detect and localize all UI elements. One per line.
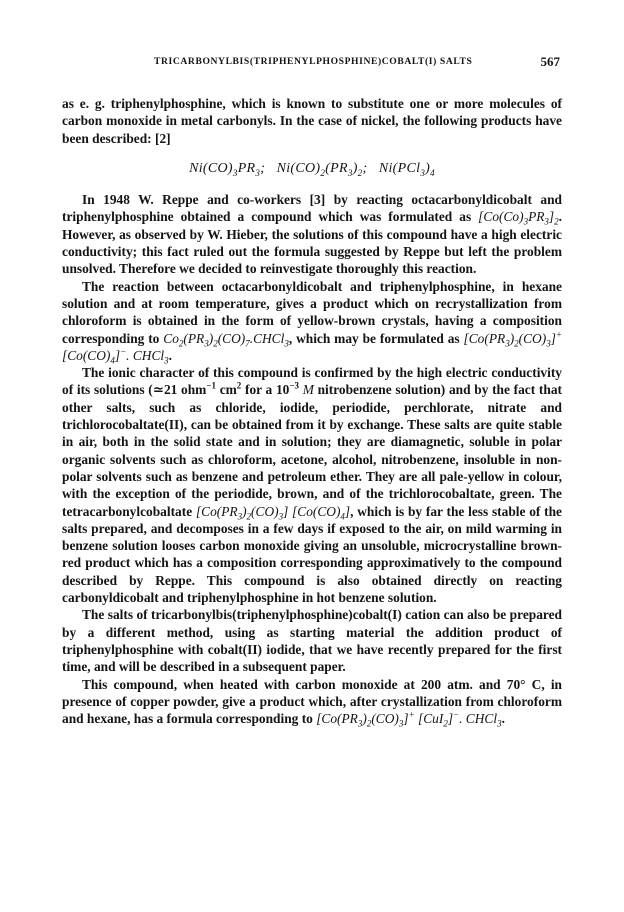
page-number: 567 bbox=[540, 54, 560, 69]
reppe-formula: $[Co(Co)_3PR_3]_2$ bbox=[478, 209, 559, 228]
running-head-title: TRICARBONYLBIS(TRIPHENYLPHOSPHINE)COBALT(I) SALTS bbox=[154, 56, 473, 67]
paragraph-2: In 1948 W. Reppe and co-workers [3] by reacting octacarbonyldicobalt and triphenylphosphine obtained a compound which was formulated as $[Co(Co)_3PR_3]_2$. However, as observed by W. Hieber, the solutions of this compound have a high electric conductivity; this fact ruled out the formula suggested by Reppe but left the problem unsolved. Therefore we decided to reinvestigate thoroughly this reaction. bbox=[62, 192, 562, 277]
paragraph-6: This compound, when heated with carbon monoxide at 200 atm. and 70° C, in presence of copper powder, give a product which, after crystallization from chloroform and hexane, has a formula corresponding to $[Co(PR_3)_2(CO)_3]^+$ [CuI$_2$]−. CHCl$_3$. bbox=[62, 676, 562, 729]
tetracarbonylcobaltate-formula: $[Co(PR_3)_2(CO)_3]$ $[Co(CO)_4]$ bbox=[195, 503, 351, 522]
composition-formula: $Co_2(PR_3)_2(CO)_7.CHCl_3$ bbox=[163, 330, 289, 349]
formula-3: $Ni(PCl_3)_4$ bbox=[378, 160, 435, 178]
paragraph-5: The salts of tricarbonylbis(triphenylphosphine)cobalt(I) cation can also be prepared by a different method, using as starting material the addition product of triphenylphosphine with cobalt(II) iodide, that we have recently prepared for the first time, and will be described in a subsequent paper. bbox=[62, 607, 562, 675]
paragraph-4: The ionic character of this compound is confirmed by the high electric conductivity of its solutions (≃21 ohm$^{-1}$ $cm^2$ for a $10^{-3}$ M nitrobenzene solution) and by the fact that other salts, such as chloride, iodide, periodide, perchlorate, nitrate and trichlorocobaltate(II), can be obtained from it by exchange. These salts are quite stable in air, both in the solid state and in solution; they are diamagnetic, soluble in polar organic solvents such as chloroform, acetone, alcohol, nitrobenzene, insoluble in non-polar solvents such as benzene and petroleum ether. They are all pale-yellow in colour, with the exception of the periodide, brown, and of the trichlorocobaltate, green. The tetracarbonylcobaltate $[Co(PR_3)_2(CO)_3]$ $[Co(CO)_4]$, which is by far the less stable of the salts prepared, and decomposes in a few days if exposed to the air, on mild warming in benzene solution looses carbon monoxide giving an unsoluble, microcrystalline brown-red product which has a composition corresponding approximatively to the compound described by Reppe. This compound is also obtained directly on reacting carbonyldicobalt and triphenylphosphine in hot benzene solution. bbox=[62, 365, 562, 606]
paragraph-1: as e. g. triphenylphosphine, which is known to substitute one or more molecules of carbon monoxide in metal carbonyls. In the case of nickel, the following products have been described: [2] bbox=[62, 96, 562, 146]
formula-2: $Ni(CO)_2(PR_3)_2$ bbox=[276, 160, 363, 178]
article-body bbox=[62, 95, 562, 727]
salt-formula: $[Co(PR_3)_2(CO)_3]^+$ $[Co(CO)_4]^-$. CHCl$_3$ bbox=[62, 329, 562, 366]
formula-1: $Ni(CO)_3PR_3$ bbox=[189, 160, 261, 178]
formula-separator: ; bbox=[362, 160, 368, 176]
paragraph-3: The reaction between octacarbonyldicobalt and triphenylphosphine, in hexane solution and at room temperature, gives a product which on recrystallization from chloroform is obtained in the form of yellow-brown crystals, having a composition corresponding to $Co_2(PR_3)_2(CO)_7.CHCl_3$, which may be formulated as $[Co(PR_3)_2(CO)_3]^+$ $[Co(CO)_4]^-$. CHCl$_3$. bbox=[62, 278, 562, 366]
molar-unit: M bbox=[299, 382, 314, 398]
formula-separator: ; bbox=[260, 160, 266, 176]
running-head bbox=[62, 54, 560, 70]
copper-iodide-salt-formula: $[Co(PR_3)_2(CO)_3]^+$ [CuI$_2$]−. CHCl$_3$ bbox=[316, 709, 502, 729]
nickel-products-formulas bbox=[62, 160, 562, 177]
